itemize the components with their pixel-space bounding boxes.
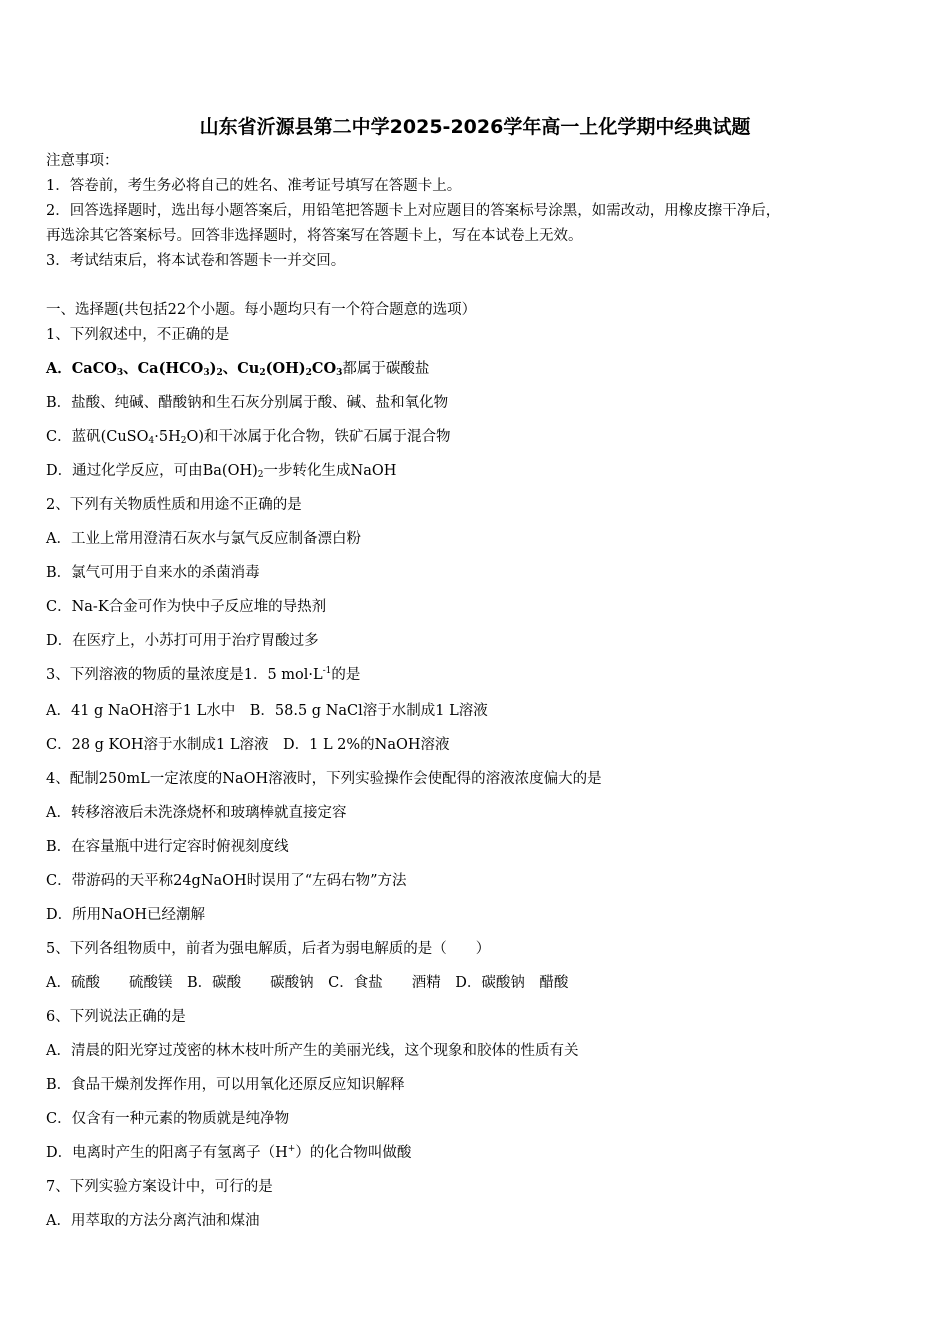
- page-title: 山东省沂源县第二中学2025-2026学年高一上化学期中经典试题: [199, 116, 751, 138]
- question-5-stem: 5、下列各组物质中，前者为强电解质，后者为弱电解质的是（ ）: [46, 941, 491, 957]
- question-2-stem: 2、下列有关物质性质和用途不正确的是: [46, 497, 302, 513]
- notice-item-3: 3．考试结束后，将本试卷和答题卡一并交回。: [46, 253, 346, 269]
- notice-item-2b: 再选涂其它答案标号。回答非选择题时，将答案写在答题卡上，写在本试卷上无效。: [46, 228, 583, 244]
- question-2-option-d: D．在医疗上，小苏打可用于治疗胃酸过多: [46, 633, 319, 649]
- question-3-options-ab: A．41 g NaOH溶于1 L水中 B．58.5 g NaCl溶于水制成1 L溶液: [46, 703, 488, 719]
- question-1-option-a: A．CaCO$_3$、$Ca(HCO_3)_2$、$Cu_2(OH)_2CO_3$都属于碳酸盐: [46, 360, 430, 378]
- question-6-option-a: A．清晨的阳光穿过茂密的林木枝叶所产生的美丽光线，这个现象和胶体的性质有关: [46, 1043, 579, 1059]
- question-2-option-a: A．工业上常用澄清石灰水与氯气反应制备漂白粉: [46, 531, 361, 547]
- question-1-option-b: B．盐酸、纯碱、醋酸钠和生石灰分别属于酸、碱、盐和氧化物: [46, 395, 449, 411]
- question-4-option-c: C．带游码的天平称24gNaOH时误用了“左码右物”方法: [46, 873, 407, 889]
- notice-item-1: 1．答卷前，考生务必将自己的姓名、准考证号填写在答题卡上。: [46, 178, 462, 194]
- question-1-option-c: C．蓝矾$(CuSO_4\cdot 5H_2O)$和干冰属于化合物，铁矿石属于混合物: [46, 429, 451, 446]
- question-3-options-cd: C．28 g KOH溶于水制成1 L溶液 D．1 L 2%的NaOH溶液: [46, 737, 450, 753]
- question-6-option-d: D．电离时产生的阳离子有氢离子（H+）的化合物叫做酸: [46, 1144, 412, 1161]
- question-4-option-b: B．在容量瓶中进行定容时俯视刻度线: [46, 839, 289, 855]
- question-7-stem: 7、下列实验方案设计中，可行的是: [46, 1179, 273, 1195]
- question-5-options: A．硫酸 硫酸镁 B．碳酸 碳酸钠 C．食盐 酒精 D．碳酸钠 醋酸: [46, 975, 569, 991]
- question-4-option-d: D．所用NaOH已经潮解: [46, 907, 205, 923]
- question-1-option-d: D．通过化学反应，可由$Ba(OH)_2$一步转化生成NaOH: [46, 463, 397, 480]
- question-7-option-a: A．用萃取的方法分离汽油和煤油: [46, 1213, 260, 1229]
- notice-item-2a: 2．回答选择题时，选出每小题答案后，用铅笔把答题卡上对应题目的答案标号涂黑，如需改动，用橡皮擦干净后，: [46, 203, 781, 219]
- notice-heading: 注意事项：: [46, 153, 119, 169]
- question-1-stem: 1、下列叙述中，不正确的是: [46, 327, 230, 343]
- question-3-stem: 3、下列溶液的物质的量浓度是1．5 $mol\cdot L^{-1}$的是: [46, 666, 361, 683]
- question-6-option-c: C．仅含有一种元素的物质就是纯净物: [46, 1111, 290, 1127]
- section-heading: 一、选择题(共包括22个小题。每小题均只有一个符合题意的选项）: [46, 302, 477, 318]
- question-6-stem: 6、下列说法正确的是: [46, 1009, 186, 1025]
- question-4-option-a: A．转移溶液后未洗涤烧杯和玻璃棒就直接定容: [46, 805, 347, 821]
- question-2-option-c: C．Na-K合金可作为快中子反应堆的导热剂: [46, 599, 327, 615]
- question-2-option-b: B．氯气可用于自来水的杀菌消毒: [46, 565, 260, 581]
- question-4-stem: 4、配制250mL一定浓度的NaOH溶液时，下列实验操作会使配得的溶液浓度偏大的是: [46, 771, 602, 787]
- question-6-option-b: B．食品干燥剂发挥作用，可以用氧化还原反应知识解释: [46, 1077, 405, 1093]
